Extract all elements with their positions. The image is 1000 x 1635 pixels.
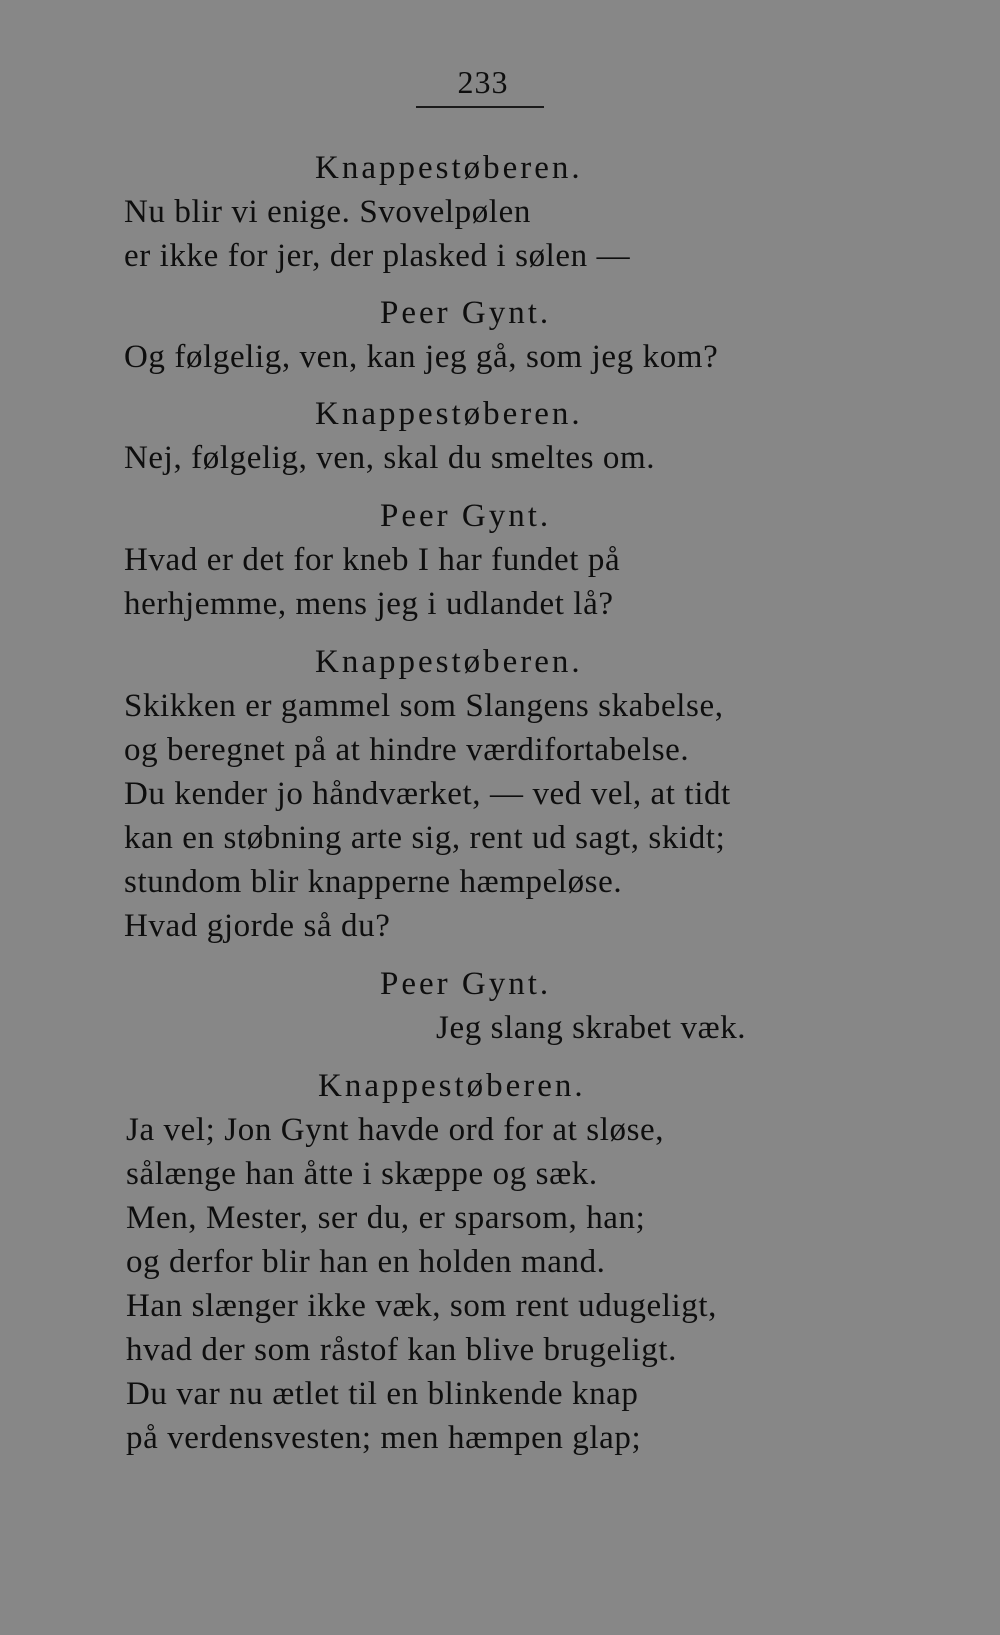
verse-line: er ikke for jer, der plasked i sølen —	[124, 238, 631, 274]
verse-line: Men, Mester, ser du, er sparsom, han;	[126, 1200, 646, 1236]
verse-line: herhjemme, mens jeg i udlandet lå?	[124, 586, 614, 622]
speaker-heading: Knappestøberen.	[318, 1068, 586, 1104]
verse-line: Jeg slang skrabet væk.	[436, 1010, 747, 1046]
verse-line: Nej, følgelig, ven, skal du smeltes om.	[124, 440, 656, 476]
speaker-heading: Knappestøberen.	[315, 150, 583, 186]
page-number: 233	[457, 64, 509, 100]
page-number-rule	[416, 106, 544, 108]
speaker-heading: Knappestøberen.	[315, 396, 583, 432]
speaker-heading: Peer Gynt.	[380, 295, 552, 331]
verse-line: Du var nu ætlet til en blinkende knap	[126, 1376, 639, 1412]
speaker-heading: Peer Gynt.	[380, 966, 552, 1002]
verse-line: Han slænger ikke væk, som rent udugeligt,	[126, 1288, 718, 1324]
verse-line: sålænge han åtte i skæppe og sæk.	[126, 1156, 598, 1192]
speaker-heading: Peer Gynt.	[380, 498, 552, 534]
verse-line: Hvad gjorde så du?	[124, 908, 391, 944]
verse-line: Skikken er gammel som Slangens skabelse,	[124, 688, 724, 724]
verse-line: Hvad er det for kneb I har fundet på	[124, 542, 621, 578]
verse-line: stundom blir knapperne hæmpeløse.	[124, 864, 623, 900]
verse-line: og derfor blir han en holden mand.	[126, 1244, 606, 1280]
verse-line: Du kender jo håndværket, — ved vel, at tidt	[124, 776, 731, 812]
verse-line: kan en støbning arte sig, rent ud sagt, skidt;	[124, 820, 726, 856]
verse-line: Ja vel; Jon Gynt havde ord for at sløse,	[126, 1112, 665, 1148]
speaker-heading: Knappestøberen.	[315, 644, 583, 680]
verse-line: Og følgelig, ven, kan jeg gå, som jeg kom?	[124, 339, 719, 375]
verse-line: Nu blir vi enige. Svovelpølen	[124, 194, 531, 230]
verse-line: og beregnet på at hindre værdifortabelse.	[124, 732, 690, 768]
verse-line: på verdensvesten; men hæmpen glap;	[126, 1420, 642, 1456]
verse-line: hvad der som råstof kan blive brugeligt.	[126, 1332, 677, 1368]
